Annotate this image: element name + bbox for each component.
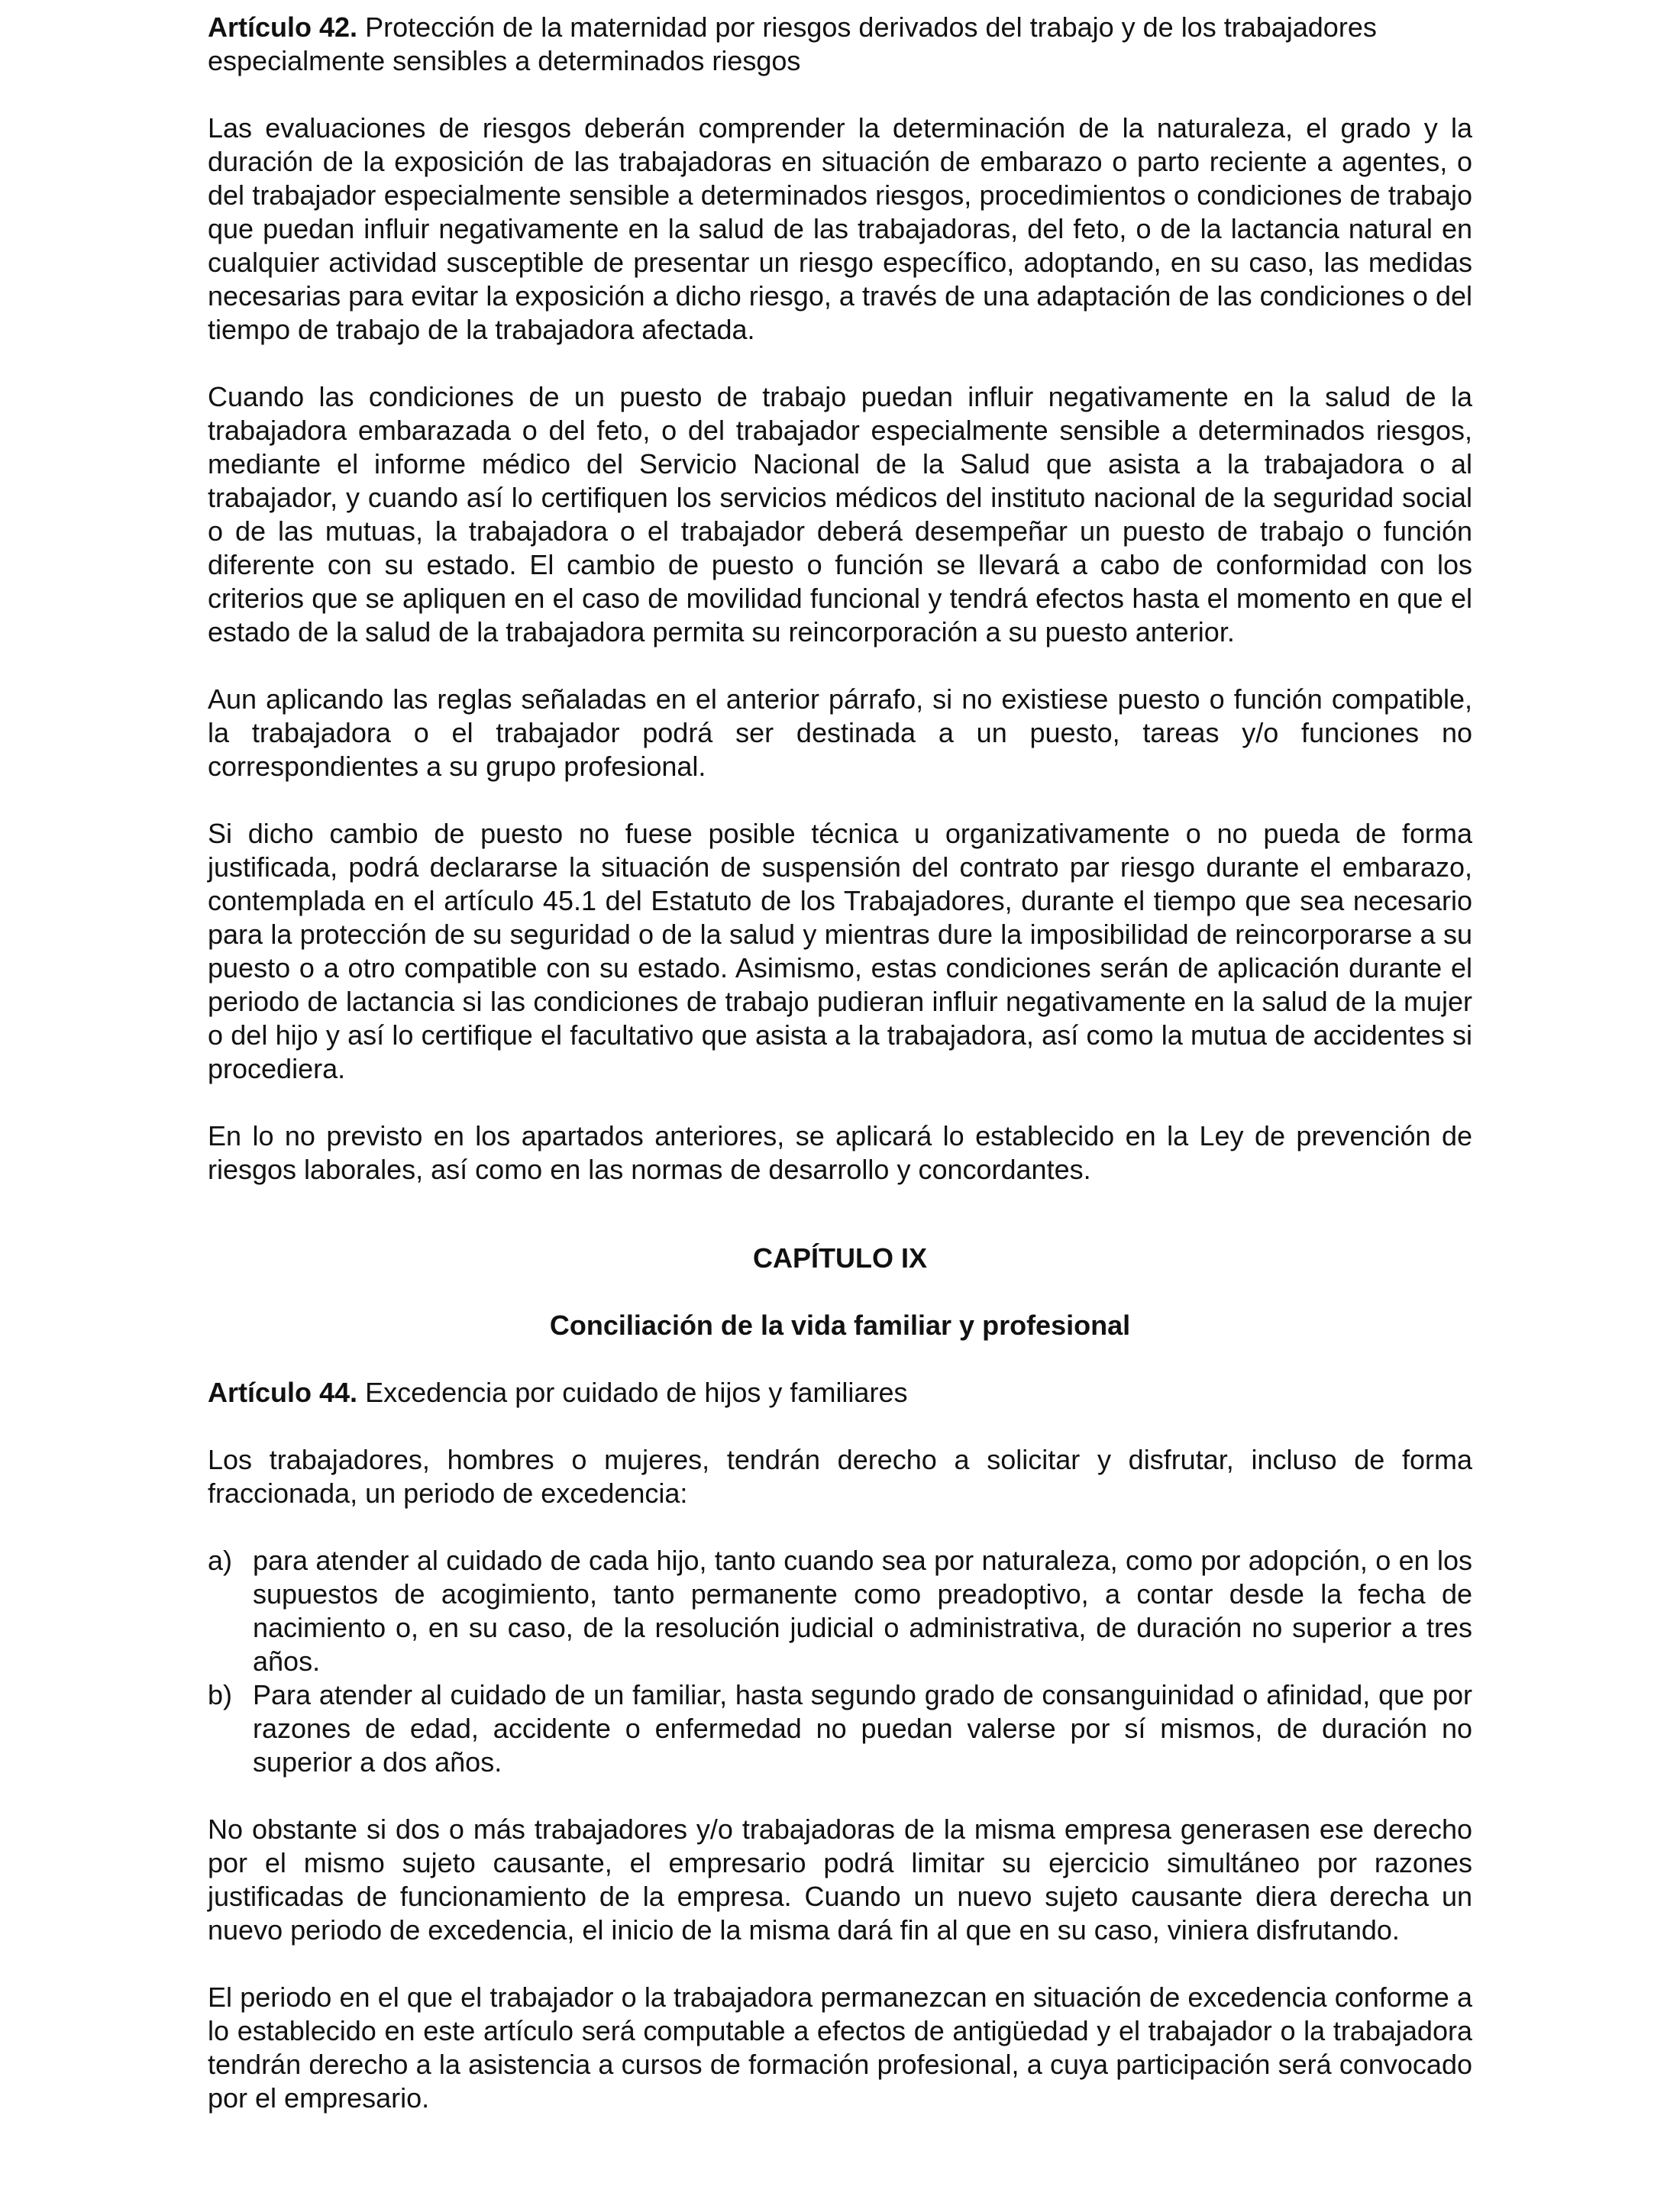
article-42-paragraph-5: En lo no previsto en los apartados anteriores, se aplicará lo establecido en la Ley de prevención de riesgos laborales, así como en las normas de desarrollo y concordantes. — [208, 1120, 1472, 1185]
article-44-intro: Los trabajadores, hombres o mujeres, tendrán derecho a solicitar y disfrutar, incluso de forma fraccionada, un periodo de excedencia: — [208, 1444, 1472, 1509]
list-item — [208, 1678, 1472, 1779]
article-42-heading — [208, 11, 1472, 78]
list-item-text: para atender al cuidado de cada hijo, tanto cuando sea por naturaleza, como por adopción, o en los supuestos de acogimiento, tanto permanente como preadoptivo, a contar desde la fecha de nacimiento o, en su caso, de la resolución judicial o administrativa, de duración no superior a tres años. — [253, 1545, 1472, 1677]
article-44-paragraph-1: No obstante si dos o más trabajadores y/o trabajadoras de la misma empresa generasen ese derecho por el mismo sujeto causante, el empresario podrá limitar su ejercicio simultáneo por razones justificadas de funcionamiento de la empresa. Cuando un nuevo sujeto causante diera derecha un nuevo periodo de excedencia, el inicio de la misma dará fin al que en su caso, viniera disfrutando. — [208, 1814, 1472, 1946]
article-44-number: Artículo 44. — [208, 1377, 358, 1408]
article-42-number: Artículo 42. — [208, 11, 358, 43]
article-42-paragraph-1: Las evaluaciones de riesgos deberán comprender la determinación de la naturaleza, el grado y la duración de la exposición de las trabajadoras en situación de embarazo o parto reciente a agentes, o del trabajador especialmente sensible a determinados riesgos, procedimientos o condiciones de trabajo que puedan influir negativamente en la salud de las trabajadoras, del feto, o de la lactancia natural en cualquier actividad susceptible de presentar un riesgo específico, adoptando, en su caso, las medidas necesarias para evitar la exposición a dicho riesgo, a través de una adaptación de las condiciones o del tiempo de trabajo de la trabajadora afectada. — [208, 112, 1472, 345]
list-item-text: Para atender al cuidado de un familiar, hasta segundo grado de consanguinidad o afinidad, que por razones de edad, accidente o enfermedad no puedan valerse por sí mismos, de duración no superior a dos años. — [253, 1679, 1472, 1778]
article-42-paragraph-3: Aun aplicando las reglas señaladas en el anterior párrafo, si no existiese puesto o función compatible, la trabajadora o el trabajador podrá ser destinada a un puesto, tareas y/o funciones no correspondientes a su grupo profesional. — [208, 683, 1472, 782]
article-42-title: Protección de la maternidad por riesgos derivados del trabajo y de los trabajadores especialmente sensibles a determinados riesgos — [208, 11, 1377, 76]
chapter-subtitle: Conciliación de la vida familiar y profesional — [549, 1310, 1131, 1341]
article-44-paragraph-2: El periodo en el que el trabajador o la trabajadora permanezcan en situación de excedencia conforme a lo establecido en este artículo será computable a efectos de antigüedad y el trabajador o la trabajadora tendrán derecho a la asistencia a cursos de formación profesional, a cuya participación será convocado por el empresario. — [208, 1981, 1472, 2114]
list-item — [208, 1544, 1472, 1678]
article-44-title: Excedencia por cuidado de hijos y familiares — [365, 1377, 908, 1408]
document-page — [208, 11, 1472, 2115]
list-marker: a) — [208, 1545, 233, 1576]
article-42-paragraph-4: Si dicho cambio de puesto no fuese posible técnica u organizativamente o no pueda de forma justificada, podrá declararse la situación de suspensión del contrato par riesgo durante el embarazo, contemplada en el artículo 45.1 del Estatuto de los Trabajadores, durante el tiempo que sea necesario para la protección de su seguridad o de la salud y mientras dure la imposibilidad de reincorporarse a su puesto o a otro compatible con su estado. Asimismo, estas condiciones serán de aplicación durante el periodo de lactancia si las condiciones de trabajo pudieran influir negativamente en la salud de la mujer o del hijo y así lo certifique el facultativo que asista a la trabajadora, así como la mutua de accidentes si procediera. — [208, 818, 1472, 1084]
list-marker: b) — [208, 1679, 233, 1710]
chapter-title: CAPÍTULO IX — [752, 1242, 927, 1274]
article-42-paragraph-2: Cuando las condiciones de un puesto de trabajo puedan influir negativamente en la salud de la trabajadora embarazada o del feto, o del trabajador especialmente sensible a determinados riesgos, mediante el informe médico del Servicio Nacional de la Salud que asista a la trabajadora o al trabajador, y cuando así lo certifiquen los servicios médicos del instituto nacional de la seguridad social o de las mutuas, la trabajadora o el trabajador deberá desempeñar un puesto de trabajo o función diferente con su estado. El cambio de puesto o función se llevará a cabo de conformidad con los criterios que se apliquen en el caso de movilidad funcional y tendrá efectos hasta el momento en que el estado de la salud de la trabajadora permita su reincorporación a su puesto anterior. — [208, 381, 1472, 648]
article-44-heading — [208, 1376, 1472, 1410]
excedencia-list — [208, 1544, 1472, 1779]
